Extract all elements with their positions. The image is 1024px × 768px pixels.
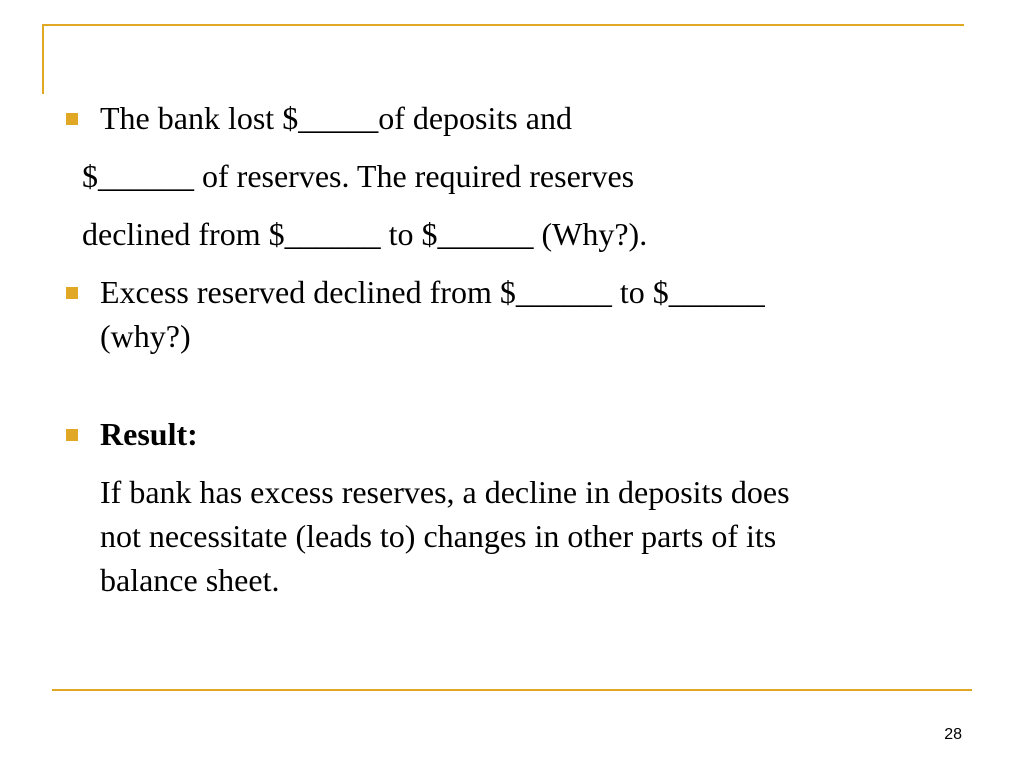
bullet-1-line-3: declined from $______ to $______ (Why?).: [82, 216, 648, 252]
result-paragraph-line: [60, 470, 980, 514]
frame-left-rule: [42, 24, 44, 94]
square-bullet-icon: [66, 113, 78, 125]
footer-rule: [52, 689, 972, 691]
square-bullet-icon: [66, 287, 78, 299]
square-bullet-icon: [66, 429, 78, 441]
bullet-1-continuation: [60, 212, 980, 256]
bullet-1-line-2: $______ of reserves. The required reserves: [82, 158, 635, 194]
result-line-2: not necessitate (leads to) changes in other parts of its: [100, 518, 777, 554]
result-line-1: If bank has excess reserves, a decline in deposits does: [100, 474, 790, 510]
result-paragraph-line: [60, 514, 980, 558]
frame-top-rule: [42, 24, 964, 26]
bullet-item-2: [60, 270, 980, 314]
bullet-1-continuation: [60, 154, 980, 198]
result-line-3: balance sheet.: [100, 562, 280, 598]
bullet-2-line-2: (why?): [100, 318, 191, 354]
page-number: 28: [944, 726, 962, 743]
result-heading: Result:: [100, 416, 198, 452]
bullet-item-1: [60, 96, 980, 140]
slide-body: [60, 96, 980, 602]
result-paragraph-line: [60, 558, 980, 602]
bullet-2-continuation: [60, 314, 980, 358]
bullet-item-3: [60, 412, 980, 456]
bullet-1-line-1: The bank lost $_____of deposits and: [100, 100, 572, 136]
bullet-2-line-1: Excess reserved declined from $______ to $______: [100, 274, 765, 310]
